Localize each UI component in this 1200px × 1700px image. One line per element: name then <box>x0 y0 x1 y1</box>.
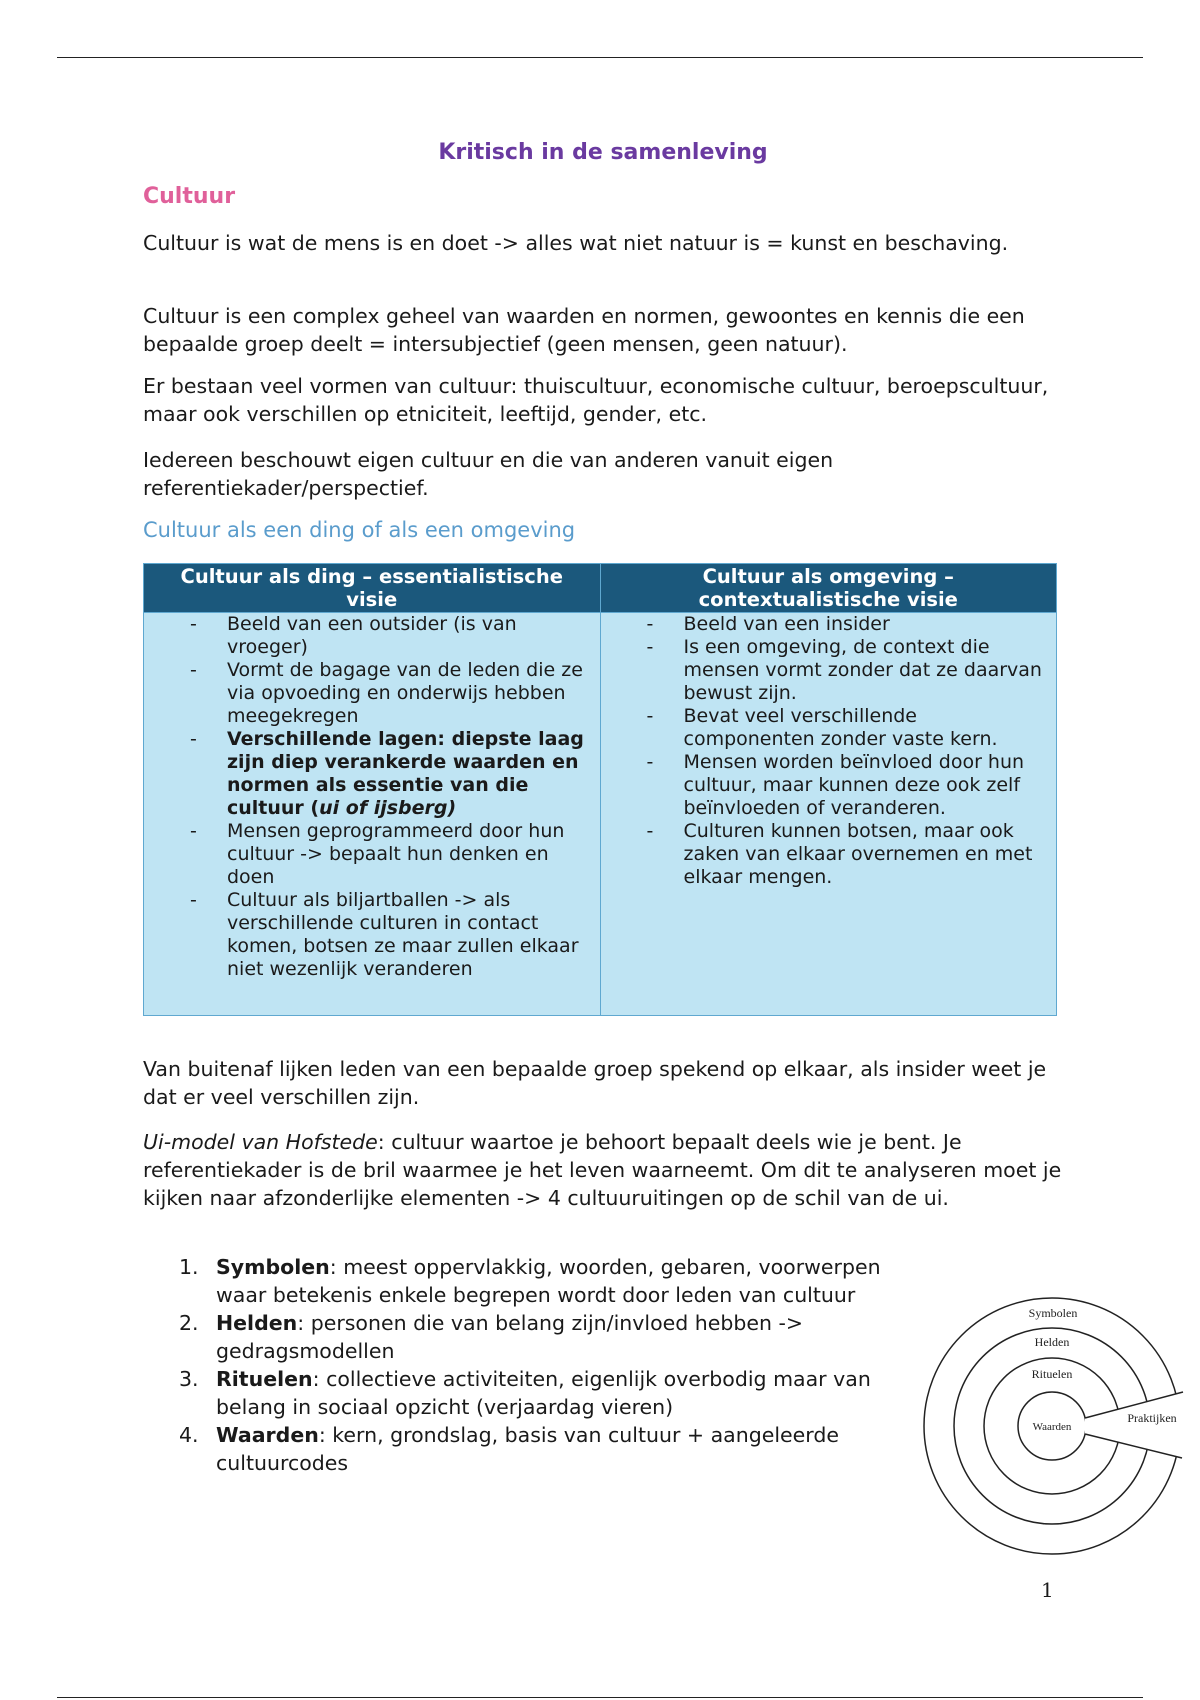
list-item: - Beeld van een insider <box>601 613 1057 636</box>
onion-model-diagram <box>920 1290 1190 1562</box>
paragraph-6 <box>143 1128 1063 1212</box>
list-item <box>144 728 600 820</box>
paragraph-4: Iedereen beschouwt eigen cultuur en die van anderen vanuit eigen referentiekader/perspectief. <box>143 448 834 500</box>
list-item: - Is een omgeving, de context die mensen vormt zonder dat ze daarvan bewust zijn. <box>601 636 1057 705</box>
list-item: 1. Symbolen: meest oppervlakkig, woorden, gebaren, voorwerpen waar betekenis enkele begrepen wordt door leden van cultuur <box>179 1255 881 1307</box>
list-item: - Mensen worden beïnvloed door hun cultuur, maar kunnen deze ook zelf beïnvloeden of veranderen. <box>601 751 1057 820</box>
list-item: - Cultuur als biljartballen -> als verschillende culturen in contact komen, botsen ze maar zullen elkaar niet wezenlijk veranderen <box>144 889 600 981</box>
footer-rule <box>57 1697 1143 1698</box>
label-waarden: Waarden <box>1032 1421 1072 1433</box>
list-item: - Beeld van een outsider (is van vroeger) <box>144 613 600 659</box>
subsection-heading: Cultuur als een ding of als een omgeving <box>143 518 576 542</box>
table-header-omgeving: Cultuur als omgeving – contextualistische visie <box>600 564 1057 613</box>
list-item: 3. Rituelen: collectieve activiteiten, eigenlijk overbodig maar van belang in sociaal opzicht (verjaardag vieren) <box>179 1367 871 1419</box>
table-header-ding: Cultuur als ding – essentialistische visie <box>144 564 601 613</box>
bold-italic-text: ui of ijsberg) <box>319 797 457 819</box>
table-cell-omgeving <box>600 613 1057 1016</box>
list-item: - Mensen geprogrammeerd door hun cultuur -> bepaalt hun denken en doen <box>144 820 600 889</box>
cultuur-uitingen-list <box>143 1253 923 1477</box>
comparison-table <box>143 563 1057 1016</box>
label-rituelen: Rituelen <box>1031 1367 1073 1381</box>
list-item: 4. Waarden: kern, grondslag, basis van cultuur + aangeleerde cultuurcodes <box>179 1423 839 1475</box>
list-item: 2. Helden: personen die van belang zijn/invloed hebben -> gedragsmodellen <box>179 1311 804 1363</box>
label-symbolen: Symbolen <box>1028 1306 1078 1320</box>
praktijken-wedge-mask <box>1085 1390 1190 1460</box>
list-item: - Bevat veel verschillende componenten zonder vaste kern. <box>601 705 1057 751</box>
italic-term: Ui-model van Hofstede <box>143 1130 378 1154</box>
table-cell-ding <box>144 613 601 1016</box>
document-title: Kritisch in de samenleving <box>438 140 768 165</box>
paragraph-6-text: : cultuur waartoe je behoort bepaalt deels wie je bent. Je referentiekader is de bril waarmee je het leven waarneemt. Om dit te analyseren moet je kijken naar afzonderlijke elementen -> 4 cultuuruitingen op de schil van de ui. <box>143 1130 1062 1210</box>
paragraph-5: Van buitenaf lijken leden van een bepaalde groep spekend op elkaar, als insider weet je dat er veel verschillen zijn. <box>143 1057 1047 1109</box>
section-heading-cultuur: Cultuur <box>143 184 236 209</box>
label-helden: Helden <box>1034 1335 1070 1349</box>
bold-text: Verschillende lagen: diepste laag zijn diep verankerde waarden en normen als essentie van die cultuur ( <box>227 728 584 819</box>
page-number: 1 <box>1041 1578 1054 1602</box>
paragraph-3: Er bestaan veel vormen van cultuur: thuiscultuur, economische cultuur, beroepscultuur, maar ook verschillen op etniciteit, leeftijd, gender, etc. <box>143 374 1049 426</box>
paragraph-1: Cultuur is wat de mens is en doet -> alles wat niet natuur is = kunst en beschaving. <box>143 231 1009 255</box>
list-item: - Culturen kunnen botsen, maar ook zaken van elkaar overnemen en met elkaar mengen. <box>601 820 1057 889</box>
paragraph-2: Cultuur is een complex geheel van waarden en normen, gewoontes en kennis die een bepaalde groep deelt = intersubjectief (geen mensen, geen natuur). <box>143 304 1025 356</box>
label-praktijken: Praktijken <box>1127 1411 1177 1425</box>
list-item: - Vormt de bagage van de leden die ze via opvoeding en onderwijs hebben meegekregen <box>144 659 600 728</box>
header-rule <box>57 57 1143 58</box>
